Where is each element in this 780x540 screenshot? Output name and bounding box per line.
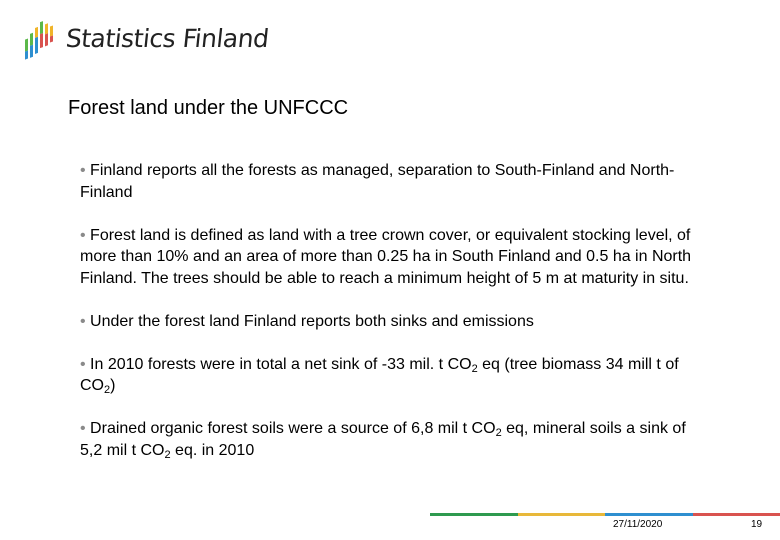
bullet-text: In 2010 forests were in total a net sink of -33 mil. t CO [85,355,472,373]
bullet-dot: • [80,226,86,244]
bullet-text: Finland reports all the forests as managed, separation to South-Finland and North-Finland [80,162,675,201]
bullet-text: eq, mineral soils a sink of 5,2 mil t CO [80,420,686,459]
logo-text: Statistics Finland [64,23,271,53]
bullet-net-sink [80,354,700,397]
bullet-dot: • [80,312,86,330]
subscript: 2 [104,384,111,396]
bullet-definition [80,225,700,290]
bullet-text: Forest land is defined as land with a tree crown cover, or equivalent stocking level, of more than 10% and an area of more than 0.25 ha in South Finland and 0.5 ha in North Finland. The trees should be able to reach a minimum height of 5 m at maturity in situ. [80,226,692,287]
page-number: 19 [751,519,763,530]
bar-segment-red [693,513,780,516]
subscript: 2 [471,362,478,375]
bullet-managed-forests [80,160,700,203]
subscript: 2 [164,448,171,461]
bar-segment-blue [605,513,693,516]
bullet-text: Drained organic forest soils were a source of 6,8 mil t CO [85,420,496,437]
bullet-list [80,160,700,483]
subscript: 2 [495,427,502,439]
slide-title: Forest land under the UNFCCC [68,97,349,119]
bullet-text: eq (tree biomass 34 mill t of CO [80,355,679,394]
bullet-drained-soils [80,418,700,461]
bar-segment-yellow [518,513,606,516]
statistics-finland-logo [24,16,269,60]
bullet-dot: • [80,355,86,373]
bullet-dot: • [80,162,86,179]
footer-date: 27/11/2020 [613,519,663,530]
bar-segment-green [430,513,518,516]
bullet-text: eq. in 2010 [170,441,255,459]
bullet-text: ) [110,377,116,394]
bullet-dot: • [80,420,86,437]
bullet-sinks-emissions [80,311,700,333]
logo-mark-icon [24,16,58,60]
bullet-text: Under the forest land Finland reports both sinks and emissions [85,312,534,330]
footer-color-bar [430,513,780,516]
